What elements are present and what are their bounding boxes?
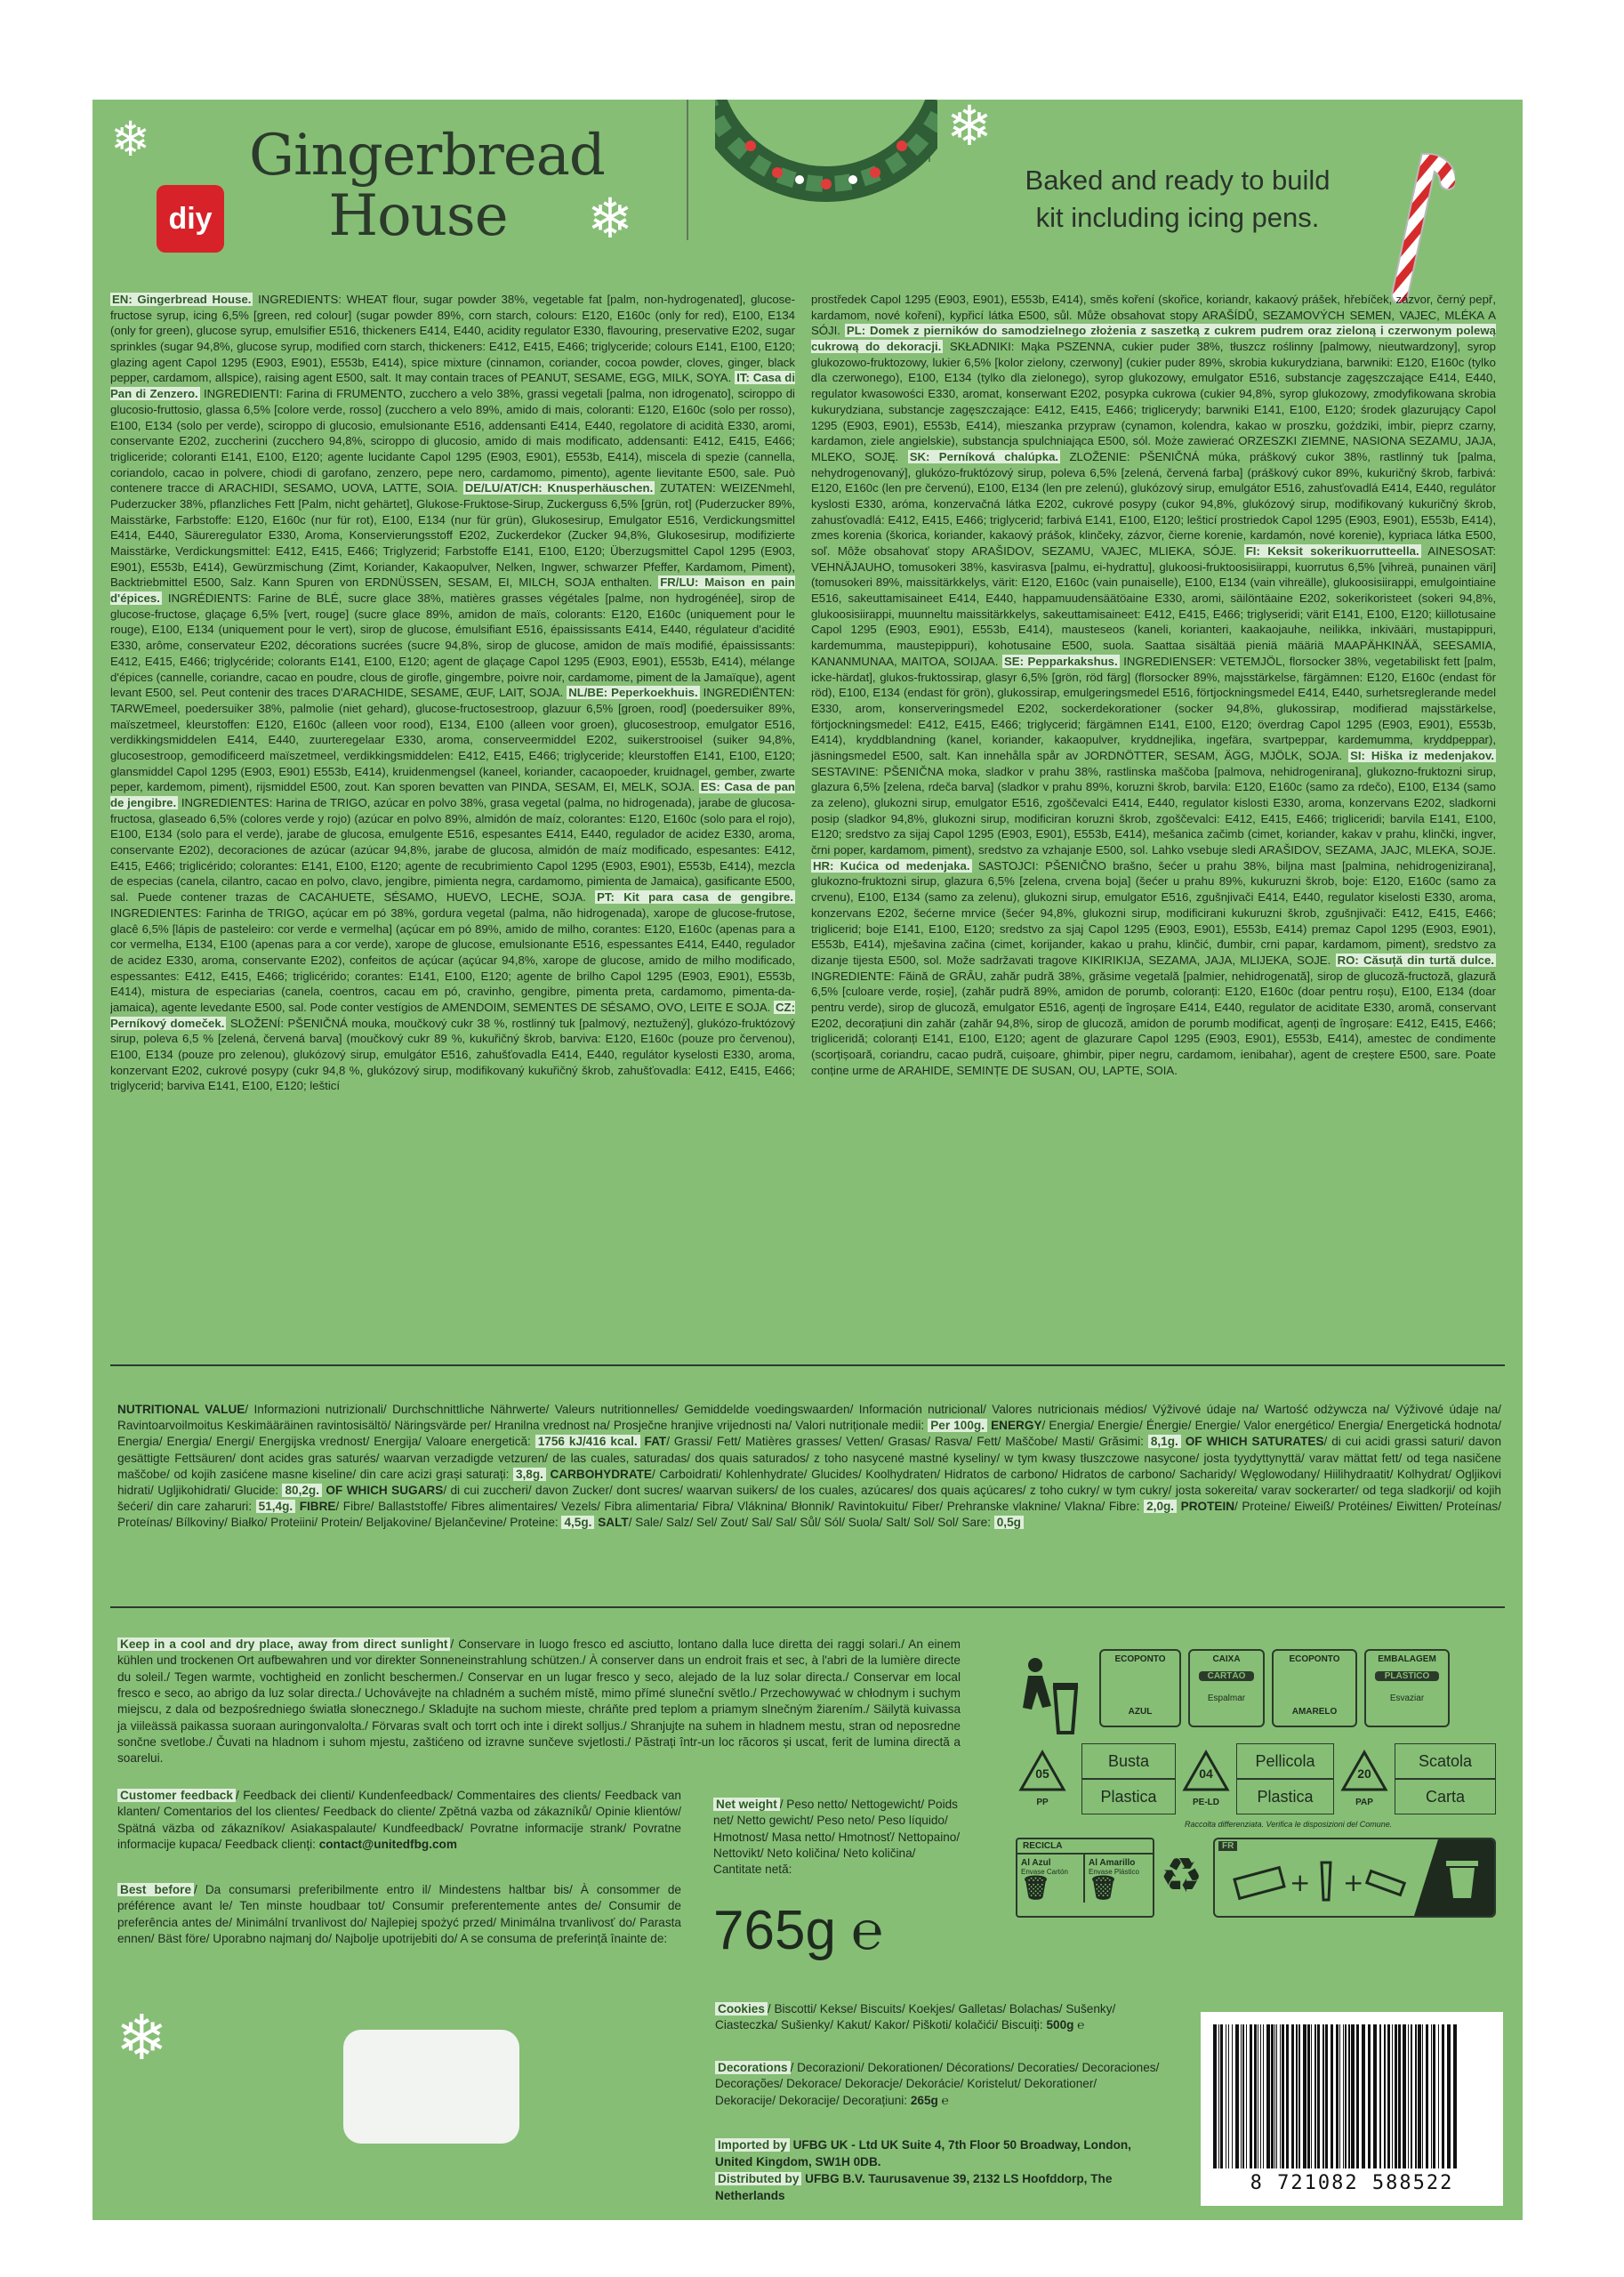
snowflake-icon: ❄ xyxy=(946,100,993,157)
ingredients-text: AINESOSAT: VEHNÄJAUHO, tomusokeri 38%, kasvirasva [palmu, ei-hydrattu], glukoosi-fruktoosisiirappi, kuorrutus 6,5% [vihreä, punainen väri] (tomusokeri 89%, maissitärkkelys, värit: E120, E160c (vain punaiselle), E100, E134 (vain vihreälle), glukoosisiirappi, emulgointiaine E516, sakeuttamisaineet E414, E440, happamuudensäätöaine E330, aromi, säilöntäaine E202, sokerikoristeet (sokeri 94,8%, glukoosisiirappi, muunneltu maissitärkkelys, sakeuttamisaineet: E412, E415, E466; triglyseridi; värit E141, E100, E120; kiillotusaine Capol 1295 (E903, E901), E553b, E414), mausteseos (kaneli, korianteri, kaakaojauhe, neilikka, inkivääri, mustapippuri, kardemumma, maustepippuri), kohotusaine E500, suola. Saattaa sisältää pieniä määriä MAAPÄHKINÄÄ, SEESAMIA, KANANMUNAA, MAITOA, SOIJAA. xyxy=(811,544,1496,668)
packaging-items-icon xyxy=(1233,1857,1411,1907)
barcode-bar xyxy=(1298,2024,1300,2168)
barcode-bar xyxy=(1411,2024,1412,2168)
recycle-note: Raccolta differenziata. Verifica le disposizioni del Comune. xyxy=(1185,1820,1393,1829)
cookies-weight: Cookies / Biscotti/ Kekse/ Biscuits/ Koekjes/ Galletas/ Bolachas/ Sušenky/ Ciasteczka/ Sušienky/ Kakut/ Kakor/ Piškoti/ kolačići/ Biscuiți: 500g ℮ xyxy=(715,2002,1116,2032)
barcode-bar xyxy=(1433,2024,1435,2168)
recycle-box-carton: CAIXA CARTÃO Espalmar xyxy=(1188,1649,1265,1727)
language-heading: FR/LU: Maison en pain d'épices. xyxy=(110,575,795,606)
recycle-cell: Carta xyxy=(1395,1779,1496,1814)
ingredients-column-left xyxy=(110,292,795,1357)
barcode-bar xyxy=(1345,2024,1347,2168)
barcode-bar xyxy=(1351,2024,1355,2168)
ingredients-text: INGREDIENSER: VETEMJÖL, florsocker 38%, vegetabiliskt fett [palm, icke-härdat], glukos-fruktossirap, glasyr 6,5% [grön, röd färg] (florsocker 89%, majsstärkelse, färgämnen: E120, E160c (endast för röd), E100, E134 (endast för grön), glukossirap, emulgeringsmedel E516, förtjockningsmedel E414, E440, surhetsreglerande medel E330, arom, konserveringsmedel E202, sockerdekorationer (socker 94,8%, glukossirap, modifierad majsstärkelse, förtjockningsmedel: E412, E415, E466; triglycerid; färgämnen E141, E100, E120; överdrag Capol 1295 (E903, E901), E553b, E414), kryddblandning (kanel, koriander, kakaopulver, kryddnejlika, ingefära, svartpeppar, kardemumma, kryddpeppar), jäsningsmedel E500, salt. Kan innehålla spår av JORDNÖTTER, SESAM, ÄGG, MJÖLK, SOJA. xyxy=(811,654,1496,762)
recycling-info xyxy=(1007,1649,1505,2005)
recycle-box-blue: ECOPONTO AZUL xyxy=(1099,1649,1181,1727)
recycle-cell: Scatola xyxy=(1395,1743,1496,1779)
divider xyxy=(687,100,688,240)
snowflake-icon: ❄ xyxy=(110,113,151,166)
barcode-bar xyxy=(1250,2024,1252,2168)
barcode-bar xyxy=(1241,2024,1242,2168)
ingredients-text: INGREDIENTE: Făină de GRÂU, zahăr pudră 38%, grăsime vegetală [palmier, nehidrogenată], sirop de glucoză-fructoză, glazură 6,5% [culoare verde, roșie], (zahăr pudră 89%, amidon de porumb, coloranți: E120, E160c (doar pentru roșu), E100, E134 (doar pentru verde), sirop de glucoză, emulgator E516, agenți de îngroșare E414, E440, regulator de aciditate E330, aromă, conservant E202, decorațiuni din zahăr (zahăr 94,8%, sirop de glucoză, amidon de porumb modificat, agenți de îngroșare: E412, E415, E466; trigliceridă; coloranți E141, E100, E120; agent de glazurare Capol 1295 (E903, E901), E553b, E414), amestec de condimente (scorțișoară, coriandru, cacao pudră, cuișoare, ghimbir, piper negru, cardamom, ienibahar), agent de creștere E500, sare. Poate conține urme de ARAHIDE, SEMINȚE DE SUSAN, OU, LAPTE, SOIA. xyxy=(811,969,1496,1077)
barcode-bar xyxy=(1343,2024,1344,2168)
importer-info: Imported by UFBG UK - Ltd UK Suite 4, 7th Floor 50 Broadway, London, United Kingdom, SW1H 0DB. Distributed by UFBG B.V. Taurusavenue 39, 2132 LS Hoofddorp, The Netherlands xyxy=(715,2138,1131,2203)
barcode-bar xyxy=(1242,2024,1244,2168)
ingredients-text: ZUTATEN: WEIZENmehl, Puderzucker 38%, pflanzliches Fett [Palm, nicht gehärtet], Glukose-Fruktose-Sirup, Zuckerguss 6,5% [grün, rot] (Puderzucker 89%, Maisstärke, Farbstoffe: E120, E160c (nur für rot), E100, E134 (nur für grün), Glukosesirup, Emulgator E516, Verdickungsmittel E414, E440, Säureregulator E330, Aroma, Konservierungsstoff E202, Zuckerdekor (Zucker 94,8%, Glukosesirup, modifizierte Maisstärke, Verdickungsmittel: E412, E415, E466; Triglyzerid; Farbstoffe E141, E100, E120; Überzugsmittel Capol 1295 (E903, E901), E553b, E414), Gewürzmischung (Zimt, Koriander, Kakaopulver, Nelken, Ingwer, schwarzer Pfeffer, Kardamom, Piment), Backtriebmittel E500, Salz. Kann Spuren von ERDNÜSSEN, SESAM, EI, MILCH, SOJA enthalten. xyxy=(110,481,795,590)
recicla-box: RECICLA Al Azul Envase Cartón 🗑 Al Amarillo Envase Plástico 🗑 xyxy=(1016,1838,1154,1918)
barcode-bar xyxy=(1311,2024,1312,2168)
snowflake-icon: ❄ xyxy=(587,189,633,250)
customer-feedback: Customer feedback / Feedback dei clienti/ Kundenfeedback/ Commentaires des clients/ Feedback van klanten/ Comentarios del los clientes/ Feedback do cliente/ Zpětná vazba od zákazníků/ Opinie klientów/ Spätná väzba od zákazníkov/ Asiakaspalaute/ Kundfeedback/ Povratne informacije strank/ Povratne informacije kupaca/ Feedback clienți: contact@unitedfbg.com xyxy=(117,1789,681,1852)
recycle-cell: Pellicola xyxy=(1236,1743,1334,1779)
svg-text:+: + xyxy=(1343,1868,1364,1897)
language-heading: RO: Căsuță din turtă dulce. xyxy=(1337,953,1494,967)
language-heading: SK: Perníková chalúpka. xyxy=(909,449,1059,463)
barcode-bar xyxy=(1442,2024,1444,2168)
barcode-bar xyxy=(1431,2024,1432,2168)
barcode-bar xyxy=(1282,2024,1284,2168)
barcode-bar xyxy=(1408,2024,1409,2168)
divider xyxy=(110,1364,1505,1366)
svg-text:+: + xyxy=(1290,1868,1311,1897)
net-weight-value: 765g ℮ xyxy=(713,1900,884,1961)
ingredients-text: ZLOŽENIE: PŠENIČNÁ múka, práškový cukor 38%, rastlinný tuk [palma, nehydrogenovaný], glukózo-fruktózový sirup, poleva 6,5% [zelená, červená farba] (práškový cukor 89%, kukuričný škrob, farbivá: E120, E160c (len pre červenú), E100, E134 (len pre zelenú), glukózový sirup, emulgátor E516, zahusťovadlá E414, E440, regulátor kyslosti E330, aróma, konzervačná látka E202, cukrové posypy (cukor 94,8%, glukózový sirup, modifikovaný kukuričný škrob, zahusťovadlá: E412, E415, E466; triglycerid; farbivá E141, E100, E120; lešticí prostriedok Capol 1295 (E903, E901), E553b, E414), zmes korenia (škorica, koriander, kakaový prášok, klinčeky, zázvor, čierne korenie, kardamón, nové korenie), kypriaca látka E500, soľ. Môže obsahovať stopy ARAŠIDOV, SEZAMU, VAJEC, MLIEKA, SÓJE. xyxy=(811,449,1496,558)
recycle-code-ldpe: 04 PE-LD xyxy=(1181,1749,1231,1811)
barcode-bar xyxy=(1336,2024,1339,2168)
barcode-bar xyxy=(1274,2024,1275,2168)
language-heading: EN: Gingerbread House. xyxy=(112,293,252,306)
barcode-bar xyxy=(1213,2024,1217,2168)
language-heading: DE/LU/AT/CH: Knusperhäuschen. xyxy=(464,481,654,495)
ingredients-text: INGREDIENTS: WHEAT flour, sugar powder 38%, vegetable fat [palm, non-hydrogenated], glucose-fructose syrup, icing 6,5% [green, red colour] (sugar powder 89%, corn starch, colours: E120, E160c (only for red), E100, E134 (only for green), glucose syrup, emulsifier E516, thickeners E414, E440, acidity regulator E330, flavouring, preservative E202, sugar sprinkles (sugar 94,8%, glucose syrup, modified corn starch, thickeners: E412, E415, E466; triglyceride; colours E141, E100, E120; glazing agent Capol 1295 (E903, E901), E553b, E414), spice mixture (cinnamon, coriander, cocoa powder, cloves, ginger, black pepper, cardamom, allspice), raising agent E500, salt. It may contain traces of PEANUT, SESAME, EGG, MILK, SOYA. xyxy=(110,293,795,385)
barcode-bar xyxy=(1317,2024,1320,2168)
barcode-bar xyxy=(1323,2024,1324,2168)
barcode-bar xyxy=(1362,2024,1365,2168)
barcode-bar xyxy=(1384,2024,1386,2168)
ingredients-text: prostředek Capol 1295 (E903, E901), E553b, E414), směs koření (skořice, koriandr, kakaový prášek, hřebíček, zázvor, černý pepř, kardamom, nové koření), kypřicí látka E500, sůl. Může obsahovat stopy ARAŠÍDŮ, SEZAMOVÝCH SEMEN, VAJEC, MLÉKA A SÓJI. xyxy=(811,293,1496,338)
triman-box: FR + + xyxy=(1213,1838,1496,1918)
barcode-bar xyxy=(1303,2024,1306,2168)
language-heading: SE: Pepparkakshus. xyxy=(1003,654,1118,668)
ingredients-text: INGRÉDIENTS: Farine de BLÉ, sucre glace 38%, matières grasses végétales [palme, non hydrogénée], sirop de glucose-fructose, glaçage 6,5% [vert, rouge] (sucre glace 89%, amidon de maïs, colorants: E120, E160c (uniquement pour le rouge), E100, E134 (uniquement pour le vert), sirop de glucose, émulsifiant E516, épaississants E414, E440, régulateur d'acidité E330, arôme, conservateur E202, décorations sucrées (sucre 94,8%, sirop de glucose, amidon de maïs modifié, épaississants: E412, E415, E466; triglycéride; colorants E141, E100, E120; agent de glaçage Capol 1295 (E903, E901), E553b, E414), mélange d'épices (cannelle, coriandre, cacao en poudre, clous de girofle, gingembre, poivre noir, cardamome, piment de la Jamaïque), agent levant E500, sel. Peut contenir des traces D'ARACHIDE, SESAME, ŒUF, LAIT, SOJA. xyxy=(110,591,795,700)
barcode-bar xyxy=(1280,2024,1281,2168)
barcode-bars xyxy=(1213,2024,1491,2168)
language-heading: CZ: Perníkový domeček. xyxy=(110,1000,795,1030)
barcode-number: 8 721082 588522 xyxy=(1250,2172,1454,2194)
barcode-bar xyxy=(1325,2024,1328,2168)
wreath-icon xyxy=(715,100,937,206)
ingredients-text: INGREDIENTES: Harina de TRIGO, azúcar en polvo 38%, grasa vegetal (palma, no hidrogenada), jarabe de glucosa-fructosa, glaseado 6,5% (colores verde y rojo) (azúcar en polvo 89%, almidón de maíz, colorantes: E120, E160c (solo para el rojo), E100, E134 (solo para el verde), jarabe de glucosa, emulgente E516, espesantes E414, E440, regulador de acidez E330, aroma, conservante E202), decoraciones de azúcar (azúcar 94,8%, jarabe de glucosa, almidón de maíz modificado, espesantes: E412, E415, E466; triglicérido; colorantes: E141, E100, E120; agente de recubrimiento Capol 1295 (E903, E901), E553b, E414), mezcla de especias (canela, cilantro, cacao en polvo, clavo, jengibre, pimienta negra, cardamomo, pimienta de Jamaica), gasificante E500, sal. Puede contener trazas de CACAHUETE, SÉSAMO, HUEVO, LECHE, SOJA. xyxy=(110,796,795,905)
bin-icon: 🗑 xyxy=(1089,1874,1119,1901)
recycle-code-pp: 05 PP xyxy=(1017,1749,1067,1811)
language-heading: SI: Hiška iz medenjakov. xyxy=(1350,748,1495,762)
barcode-bar xyxy=(1373,2024,1377,2168)
language-heading: FI: Keksit sokerikuorrutteella. xyxy=(1245,544,1419,558)
barcode xyxy=(1201,2012,1503,2206)
bin-icon: 🗑 xyxy=(1021,1874,1051,1901)
barcode-bar xyxy=(1453,2024,1457,2168)
barcode-bar xyxy=(1379,2024,1381,2168)
ingredients-text: SKŁADNIKI: Mąka PSZENNA, cukier puder 38%, tłuszcz roślinny [palmowy, nieutwardzony], syrop glukozowo-fruktozowy, lukier 6,5% [kolor zielony, czerwony] (cukier puder 89%, skrobia kukurydziana, barwniki: E120, E160c (tylko dla czerwonego), E100, E134 (tylko dla zielonego), syrop glukozowy, emulgator E516, substancje zagęszczające E414, E440, regulator kwasowości E330, aromat, konserwant E202, posypka cukrowa (cukier 94,8%, syrop glukozowy, zmodyfikowana skrobia kukurydziana, substancje zagęszczające: E412, E415, E466; triglicerydy; barwniki E141, E100, E120; środek glazurujący Capol 1295 (E903, E901), E553b, E414), mieszanka przypraw (cynamon, kolendra, kakao w proszku, goździki, imbir, pieprz czarny, kardamon, ziele angielskie), substancja spulchniająca E500, sól. Może zawierać ORZESZKI ZIEMNE, NASIONA SEZAMU, JAJA, MLEKO, SOJĘ. xyxy=(811,340,1496,463)
barcode-bar xyxy=(1415,2024,1417,2168)
recycle-cell: Busta xyxy=(1081,1743,1176,1779)
estimated-sign-icon: ℮ xyxy=(851,1901,884,1960)
product-title: Gingerbread House xyxy=(249,123,605,249)
package-panel xyxy=(92,100,1523,2220)
barcode-bar xyxy=(1348,2024,1350,2168)
barcode-bar xyxy=(1232,2024,1233,2168)
barcode-bar xyxy=(1438,2024,1439,2168)
barcode-bar xyxy=(1422,2024,1423,2168)
language-heading: NL/BE: Peperkoekhuis. xyxy=(568,686,698,700)
nutrition-info: NUTRITIONAL VALUE/ Informazioni nutrizionali/ Durchschnittliche Nährwerte/ Valeurs nutritionnelles/ Gemiddelde voedingswaarden/ Información nutricional/ Valores nutricionais médios/ Výživové údaje na/ Wartość odżywcza na/ Výživové údaje na/ Ravintoarvoilmoitus Keskimääräinen ravintosisältö/ Näringsvärde per/ Hranilna vrednost na/ Prosječne hranjive vrijednosti na/ Valori nutriționale medii: Per 100g. ENERGY/ Energia/ Energie/ Énergie/ Energie/ Valor energético/ Energia/ Energetická hodnota/ Energia/ Energia/ Energi/ Energijska vrednost/ Energija/ Valoare energetică: 1756 kJ/416 kcal. FAT/ Grassi/ Fett/ Matières grasses/ Vetten/ Grasas/ Rasva/ Fett/ Maščobe/ Masti/ Grăsimi: 8,1g. OF WHICH SATURATES/ di cui acidi grassi saturi/ davon gesättigte Fettsäuren/ dont acides gras saturés/ waarvan verzadigde vetzuren/ de las cuales, saturadas/ dos quais saturados/ z toho nasycené mastné kyseliny/ w tym kwasy tłuszczowe nasycone/ josta tyydyttynyttä/ varav mättat fett/ od tega nasičene maščobe/ od kojih zasićene masne kiseline/ din care acizi grași saturați: 3,8g. CARBOHYDRATE/ Carboidrati/ Kohlenhydrate/ Glucides/ Koolhydraten/ Hidratos de carbono/ Hidratos de carbono/ Sacharidy/ Węglowodany/ Hiilihydraatit/ Kolhydrat/ Ogljikovi hidrati/ Ugljikohidrati/ Glucide: 80,2g. OF WHICH SUGARS/ di cui zuccheri/ davon Zucker/ dont sucres/ waarvan suikers/ de los cuales, azúcares/ dos quais açúcares/ z toho cukry/ w tym cukry/ josta sokereita/ varav sockerarter/ od tega sladkorji/ od kojih šećeri/ din care zaharuri: 51,4g. FIBRE/ Fibre/ Ballaststoffe/ Fibres alimentaires/ Vezels/ Fibra alimentaria/ Fibra/ Vláknina/ Błonnik/ Ravintokuitu/ Fiber/ Prehranske vlaknine/ Vlakna/ Fibre: 2,0g. PROTEIN/ Proteine/ Eiweiß/ Protéines/ Eiwitten/ Proteínas/ Proteínas/ Bílkoviny/ Białko/ Proteiini/ Protein/ Beljakovine/ Bjelančevine/ Proteine: 4,5g. SALT/ Sale/ Salz/ Sel/ Zout/ Sal/ Sal/ Sůl/ Sól/ Suola/ Salt/ Sol/ Sol/ Sare: 0,5g xyxy=(117,1403,1502,1530)
barcode-bar xyxy=(1314,2024,1316,2168)
tagline: Baked and ready to build kit including icing pens. xyxy=(1025,165,1331,233)
decorations-weight: Decorations / Decorazioni/ Dekorationen/ Décorations/ Decoraties/ Decoraciones/ Decorações/ Dekorace/ Dekoracje/ Dekorácie/ Koristelut/ Dekorationer/ Dekoracije/ Dekoracije/ Decorațiuni: 265g ℮ xyxy=(715,2061,1160,2107)
recycle-cell: Plastica xyxy=(1236,1779,1334,1814)
barcode-bar xyxy=(1228,2024,1229,2168)
barcode-bar xyxy=(1447,2024,1451,2168)
ingredients-text: INGREDIENTI: Farina di FRUMENTO, zucchero a velo 38%, grassi vegetali [palma, non idrogenato], sciroppo di glucosio-fruttosio, glassa 6,5% [colore verde, rosso] (zucchero a velo 89%, amido di mais, coloranti: E120, E160c (solo per rosso), E100, E134 (solo per verde), sciroppo di glucosio, emulsionante E516, addensanti E414, E440, regolatore di acidità E330, aromi, conservante E202, zuccherini (zucchero 94,8%, sciroppo di glucosio, amido di mais modificato, addensanti: E412, E415, E466; trigliceride; coloranti E141, E100, E120; agente lucidante Capol 1295 (E903, E901), E553b, E414), miscela di spezie (cannella, coriandolo, cacao in polvere, chiodi di garofano, zenzero, pepe nero, cardamomo, pimento), agente lievitante E500, sale. Può contenere tracce di ARACHIDI, SESAMO, UOVA, LATTE, SOIA. xyxy=(110,387,795,495)
date-sticker xyxy=(343,2030,519,2144)
barcode-bar xyxy=(1286,2024,1289,2168)
language-heading: PT: Kit para casa de gengibre. xyxy=(597,890,793,905)
barcode-bar xyxy=(1254,2024,1257,2168)
recycle-code-pap: 20 PAP xyxy=(1339,1749,1389,1811)
ingredients-text: SLOŽENÍ: PŠENIČNÁ mouka, moučkový cukr 38 %, rostlinný tuk [palmový, neztužený], glukózo-fruktózový sirup, poleva 6,5 % [zelená, červená barva] (moučkový cukr 89 %, kukuřičný škrob, barviva: E120, E160c (pouze pro červenou), E100, E134 (pouze pro zelenou), glukózový sirup, emulgátor E516, zahušťovadla E414, E440, regulátor kyselosti E330, aroma, konzervant E202, cukrové posypy (cukr 94,8 %, glukózový sirup, modifikovaný kukuřičný škrob, zahušťovadla: E412, E415, E466; triglycerid; barviva E141, E100, E120; lešticí xyxy=(110,1016,795,1093)
recycle-arrows-icon: ♻ xyxy=(1160,1849,1203,1903)
barcode-bar xyxy=(1368,2024,1371,2168)
barcode-bar xyxy=(1356,2024,1359,2168)
ingredients-text: SESTAVINE: PŠENIČNA moka, sladkor v prahu 38%, rastlinska maščoba [palmova, nehidrogenirana], glukozno-fruktozni sirup, glazura 6,5% [zelena, rdeča barva] (sladkor v prahu 89%, koruzni škrob, barvila: E120, E160c (samo za rdečo), E100, E134 (samo za zeleno), glukozni sirup, emulgator E516, zgoščevalci E414, E440, regulator kislosti E330, aroma, konzervans E202, sladkorni posip (sladkor 94,8%, glukozni sirup, modificiran koruzni škrob, zgoščevalci: E412, E415, E466; trigliceridi; barvila E141, E100, E120; sredstvo za sijaj Capol 1295 (E903, E901), E553b, E414), mešanica začimb (cimet, koriander, kakav v prahu, klinčki, ingver, črni poper, kardamom, piment), sredstvo za vzhajanje E500, sol. Lahko vsebuje sledi ARAŠIDOV, SEZAMA, JAJC, MLEKA, SOJE. xyxy=(811,764,1496,857)
language-heading: PL: Domek z pierników do samodzielnego złożenia z saszetką z cukrem pudrem oraz zieloną i czerwonym polewą cukrową do dekoracji. xyxy=(811,324,1496,354)
barcode-bar xyxy=(1271,2024,1274,2168)
recycle-box-plastic: EMBALAGEM PLÁSTICO Esvaziar xyxy=(1364,1649,1450,1727)
barcode-bar xyxy=(1266,2024,1270,2168)
contact-email[interactable]: contact@unitedfbg.com xyxy=(318,1838,457,1852)
barcode-bar xyxy=(1392,2024,1393,2168)
barcode-bar xyxy=(1418,2024,1421,2168)
language-heading: HR: Kućica od medenjaka. xyxy=(813,858,970,873)
barcode-bar xyxy=(1263,2024,1264,2168)
recycle-box-yellow: ECOPONTO AMARELO xyxy=(1272,1649,1357,1727)
barcode-bar xyxy=(1403,2024,1406,2168)
storage-info: Keep in a cool and dry place, away from direct sunlight / Conservare in luogo fresco ed asciutto, lontano dalla luce diretta dei raggi solari./ An einem kühlen und trockenen Ort aufbewahren und vor direkter Sonneneinstrahlung schützen./ À conserver dans un endroit frais et sec, à l'abri de la lumière directe du soleil./ Tegen warmte, vochtigheid en zonlicht beschermen./ Conservar en un lugar fresco y seco, alejado de la luz solar directa./ Conservar em local fresco e seco, ao abrigo da luz solar directa./ Uchovávejte na chladném a suchém místě, mimo přímé sluneční světlo./ Przechowywać w chłodnym i suchym miejscu, z dala od bezpośredniego światła słonecznego./ Skladujte na suchom mieste, chráňte pred teplom a priamym slnečným žiarením./ Säilytä kuivassa ja viileässä paikassa suoraan auringonvalolta./ Förvaras svalt och torrt och inte i direkt solljus./ Shranjujte na suhem in hladnem mestu, stran od neposredne sončne svetlobe./ Čuvati na hladnom i suhom mjestu, zaštićeno od izravne sunčeve svjetlosti./ Păstrați într-un loc răcoros și uscat, ferit de lumina directă a soarelui. xyxy=(117,1637,961,1766)
barcode-bar xyxy=(1260,2024,1261,2168)
barcode-bar xyxy=(1339,2024,1340,2168)
bin-icon xyxy=(1443,1855,1482,1902)
barcode-bar xyxy=(1395,2024,1397,2168)
language-heading: IT: Casa di Pan di Zenzero. xyxy=(110,371,795,401)
ingredients-column-right xyxy=(811,292,1496,1357)
snowflake-icon: ❄ xyxy=(116,2003,168,2072)
barcode-bar xyxy=(1398,2024,1401,2168)
barcode-bar xyxy=(1387,2024,1390,2168)
net-weight-label: Net weight / Peso netto/ Nettogewicht/ Poids net/ Netto gewicht/ Peso neto/ Peso líquido/ Hmotnost/ Masa netto/ Hmotnosť/ Nettopaino/ Nettovikt/ Neto količina/ Neto količina/ Cantitate netă: xyxy=(713,1798,961,1877)
ingredients-text: SASTOJCI: PŠENIČNO brašno, šećer u prahu 38%, biljna mast [palmina, nehidrogenizirana], glukozno-fruktozni sirup, glazura 6,5% [zelena, crvena boja] (šećer u prahu 89%, kukuruzni škrob, boje: E120, E160c (samo za crvenu), E100, E134 (samo za zelenu), glukozni sirup, emulgator E516, zgušnjivači E414, E440, regulator kiselosti E330, aroma, konzervans E202, šećerne mrvice (šećer 94,8%, glukozni sirup, modificirani kukuruzni škrob, zgušnjivači: E412, E415, E466; triglicerid; boje E141, E100, E120; sredstvo za sjaj Capol 1295 (E903, E901), E553b, E414) premaz Capol 1295 (E903, E901), E553b, E414), mješavina začina (cimet, korijander, kakao u prahu, klinčić, đumbir, crni papar, kardamom, piment), sredstvo za dizanje tijesta E500, sol. Može sadržavati tragove KIKIRIKIJA, SEZAMA, JAJA, MLIJEKA, SOJE. xyxy=(811,858,1496,967)
ingredients-text: INGREDIËNTEN: TARWEmeel, poedersuiker 38%, palmolie (niet gehard), glucose-fructosestroop, glazuur 6,5% [groen, rood] (poedersuiker 89%, maïszetmeel, kleurstoffen: E120, E160c (alleen voor rood), E134, E100 (alleen voor groen), glucosestroop, emulgator E516, verdikkingsmiddelen E414, E440, zuurteregelaar E330, aroma, conserveermiddel E202, suikerstrooisel (suiker 94,8%, glucosestroop, gemodificeerd maïszetmeel, verdikkingsmiddelen: E412, E415, E466; triglyceride; kleurstoffen E141, E100, E120; glansmiddel Capol 1295 (E903, E901) E553b, E414), kruidenmengsel (kaneel, koriander, cacaopoeder, kruidnagel, gember, zwarte peper, kardemom, piment), rijsmiddel E500, zout. Kan sporen bevatten van PINDA, SESAM, EI, MELK, SOJA. xyxy=(110,686,795,794)
best-before: Best before / Da consumarsi preferibilmente entro il/ Mindestens haltbar bis/ À consommer de préférence avant le/ Ten minste houdbaar tot/ Consumir preferentemente antes de/ Consumir de preferência antes de/ Minimální trvanlivost do/ Najlepiej spożyć przed/ Minimálna trvanlivosť do/ Parasta ennen/ Bäst före/ Uporabno najmanj do/ Najbolje upotrijebiti do/ A se consuma de preferință înainte de: xyxy=(117,1883,681,1946)
barcode-bar xyxy=(1291,2024,1294,2168)
barcode-bar xyxy=(1246,2024,1247,2168)
barcode-bar xyxy=(1276,2024,1277,2168)
trash-bin-icon xyxy=(1016,1653,1087,1738)
barcode-bar xyxy=(1235,2024,1239,2168)
barcode-bar xyxy=(1220,2024,1223,2168)
language-heading: ES: Casa de pan de jengibre. xyxy=(110,780,795,809)
barcode-bar xyxy=(1296,2024,1298,2168)
barcode-bar xyxy=(1218,2024,1219,2168)
barcode-bar xyxy=(1426,2024,1428,2168)
recycle-cell: Plastica xyxy=(1081,1779,1176,1814)
candy-cane-icon xyxy=(1384,126,1455,304)
divider xyxy=(110,1606,1505,1608)
barcode-bar xyxy=(1307,2024,1310,2168)
barcode-bar xyxy=(1331,2024,1333,2168)
ingredients-text: INGREDIENTES: Farinha de TRIGO, açúcar em pó 38%, gordura vegetal (palma, não hidrogenada), xarope de glucose-frutose, glacê 6,5% [lápis de pasteleiro: cor verde e vermelha] (açúcar em pó 89%, amido de milho, corantes: E120, E160c (apenas para a cor vermelha, E134, E100 (apenas para a cor verde), xarope de glucose, emulsionante E516, espessantes E414, E440, regulador de acidez E330, aroma, conservante E202), confeitos de açúcar (açúcar 94,8%, xarope de glucose, amido de milho modificado, espessantes: E412, E415, E466; triglicérido; corantes: E141, E100, E120; agente de brilho Capol 1295 (E903, E901), E553b, E414), mistura de especiarias (canela, coentros, cacau em pó, cravinho, gengibre, pimenta preta, cardamomo, pimenta-da-jamaica), agente levedante E500, sal. Pode conter vestígios de AMENDOIM, SEMENTES DE SÉSAMO, OVO, LEITE E SOJA. xyxy=(110,905,795,1014)
brand-logo: diy xyxy=(157,185,224,253)
